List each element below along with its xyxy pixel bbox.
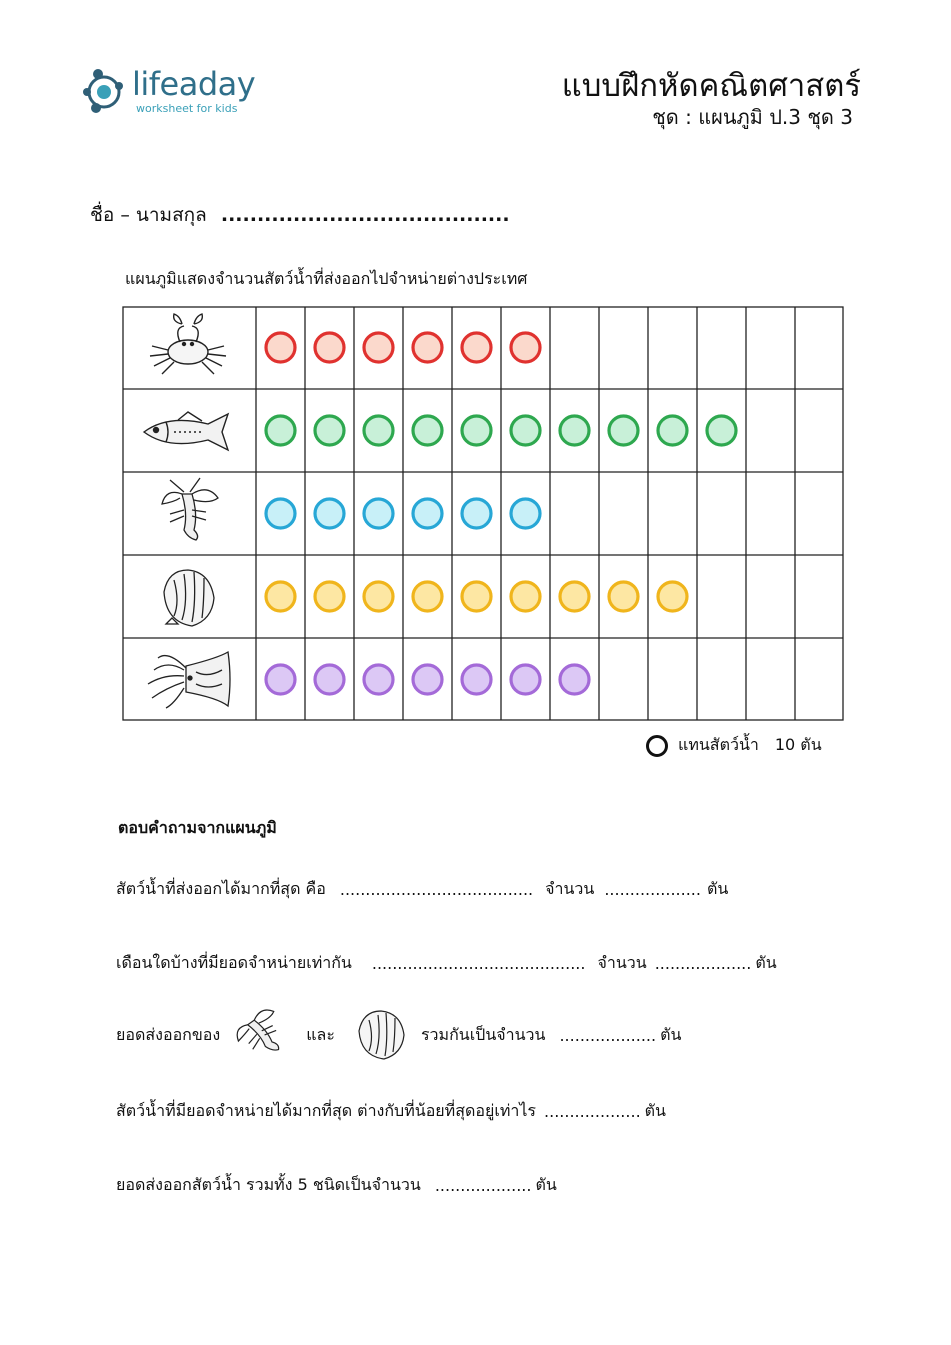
q4-unit: ตัน [644, 1101, 666, 1120]
q3-unit: ตัน [660, 1024, 682, 1044]
worksheet-subtitle: ชุด : แผนภูมิ ป.3 ชุด 3 [652, 105, 853, 129]
pictograph-symbol [609, 582, 638, 611]
q3-rest: รวมกันเป็นจำนวน [420, 1024, 546, 1044]
q2-mid-label: จำนวน [597, 953, 647, 972]
pictograph-symbol [511, 499, 540, 528]
pictograph-symbol [413, 582, 442, 611]
scallop-icon [353, 1008, 409, 1062]
pictograph-symbol [364, 499, 393, 528]
scallop-icon [164, 570, 214, 626]
name-blank[interactable]: ........................................ [220, 204, 510, 226]
pictograph-symbol [511, 333, 540, 362]
squid-icon [148, 652, 230, 708]
q5-text: ยอดส่งออกสัตว์น้ำ รวมทั้ง 5 ชนิดเป็นจำนวน [116, 1175, 421, 1194]
pictograph-symbol [266, 333, 295, 362]
q1-text: สัตว์น้ำที่ส่งออกได้มากที่สุด คือ [116, 879, 326, 898]
lobster-icon [162, 478, 218, 540]
q3-and: และ [306, 1024, 335, 1044]
question-4 [116, 1099, 666, 1124]
q1-unit: ตัน [706, 879, 729, 898]
q1-blank-amount[interactable]: ................... [604, 880, 701, 899]
key-label: แทนสัตว์น้ำ [678, 735, 759, 754]
logo-molecule-icon [82, 68, 130, 116]
logo-wordmark: lifeaday [132, 65, 256, 103]
pictograph-symbol [462, 582, 491, 611]
pictograph-symbol [658, 416, 687, 445]
q5-unit: ตัน [535, 1175, 557, 1194]
pictograph-symbol [266, 416, 295, 445]
pictograph-symbol [413, 499, 442, 528]
q2-blank-amount[interactable]: ................... [654, 954, 752, 973]
pictograph-symbol [560, 582, 589, 611]
question-3 [116, 1006, 681, 1064]
chart-title: แผนภูมิแสดงจำนวนสัตว์น้ำที่ส่งออกไปจำหน่ายต่างประเทศ [125, 269, 528, 288]
logo-tagline: worksheet for kids [136, 102, 238, 115]
worksheet-title: แบบฝึกหัดคณิตศาสตร์ [561, 68, 861, 104]
key-circle-icon [646, 735, 668, 757]
q2-text: เดือนใดบ้างที่มียอดจำหน่ายเท่ากัน [116, 953, 352, 972]
pictograph-chart [122, 306, 848, 722]
pictograph-symbol [560, 665, 589, 694]
q3-blank-amount[interactable]: ................... [559, 1025, 657, 1045]
pictograph-symbol [266, 582, 295, 611]
pictograph-symbol [315, 333, 344, 362]
pictograph-symbol [315, 582, 344, 611]
pictograph-symbol [462, 665, 491, 694]
pictograph-symbol [413, 665, 442, 694]
pictograph-symbol [364, 333, 393, 362]
pictograph-symbol [364, 582, 393, 611]
pictograph-symbol [364, 416, 393, 445]
pictograph-symbol [658, 582, 687, 611]
key-value: 10 ตัน [774, 735, 822, 754]
pictograph-symbol [413, 416, 442, 445]
q4-text: สัตว์น้ำที่มียอดจำหน่ายได้มากที่สุด ต่างกับที่น้อยที่สุดอยู่เท่าไร [116, 1101, 537, 1120]
question-5 [116, 1173, 557, 1198]
q4-blank-amount[interactable]: ................... [544, 1102, 641, 1121]
pictograph-symbol [462, 333, 491, 362]
student-name-line [90, 200, 510, 230]
pictograph-symbol [315, 665, 344, 694]
pictograph-symbol [266, 665, 295, 694]
pictograph-symbol [315, 416, 344, 445]
question-1 [116, 877, 728, 902]
q5-blank-amount[interactable]: ................... [434, 1176, 532, 1195]
crab-icon [150, 314, 226, 374]
q1-mid-label: จำนวน [545, 879, 595, 898]
lobster-icon [230, 1006, 292, 1064]
pictograph-symbol [511, 582, 540, 611]
pictograph-symbol [266, 499, 295, 528]
pictograph-symbol [560, 416, 589, 445]
lifeaday-logo [82, 64, 272, 120]
name-label: ชื่อ – นามสกุล [90, 204, 207, 226]
q1-blank-animal[interactable]: ...................................... [339, 880, 534, 899]
pictograph-symbol [364, 665, 393, 694]
chart-key [646, 733, 822, 758]
pictograph-symbol [462, 499, 491, 528]
q2-blank-answer[interactable]: .......................................... [371, 954, 586, 973]
pictograph-symbol [462, 416, 491, 445]
fish-icon [144, 412, 228, 450]
question-2 [116, 951, 777, 976]
pictograph-symbol [511, 665, 540, 694]
q2-unit: ตัน [755, 953, 777, 972]
pictograph-symbol [315, 499, 344, 528]
pictograph-symbol [707, 416, 736, 445]
questions-heading: ตอบคำถามจากแผนภูมิ [118, 818, 277, 837]
q3-text: ยอดส่งออกของ [116, 1024, 221, 1044]
pictograph-symbol [413, 333, 442, 362]
pictograph-symbol [609, 416, 638, 445]
pictograph-symbol [511, 416, 540, 445]
